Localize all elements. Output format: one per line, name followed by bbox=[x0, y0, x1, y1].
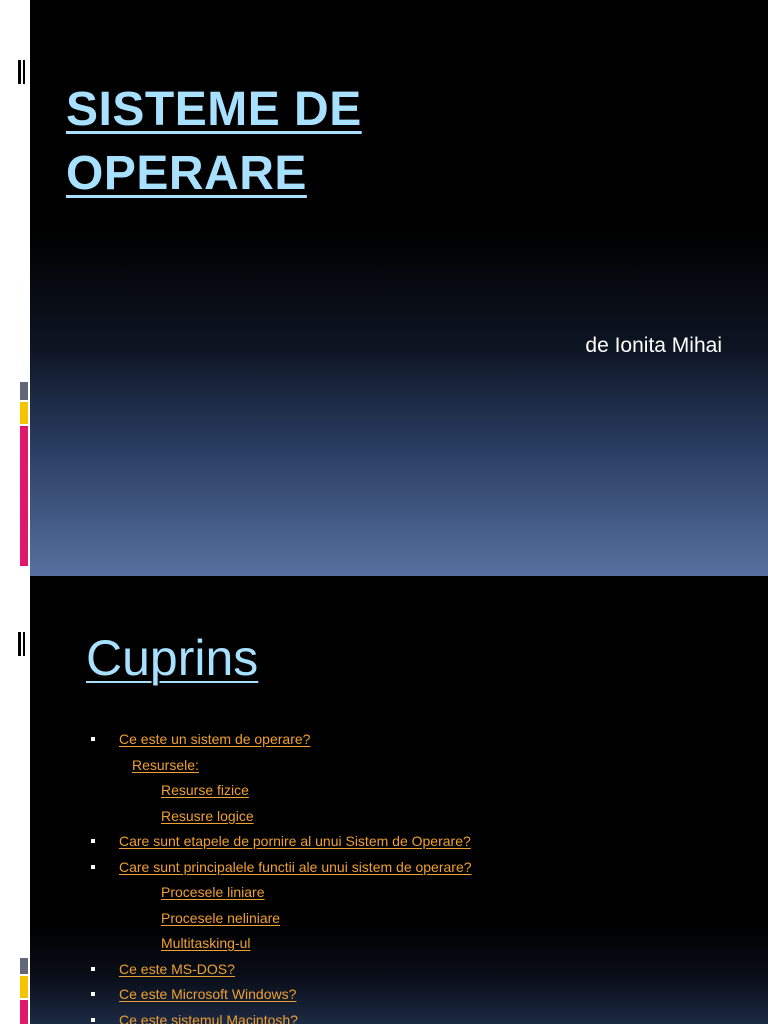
slide-marker bbox=[18, 60, 21, 84]
bullet-icon bbox=[91, 839, 95, 843]
slide-marker bbox=[23, 60, 25, 84]
title-line-1: SISTEME DE bbox=[66, 83, 362, 136]
accent-bar-pink bbox=[20, 426, 28, 566]
title-line-2: OPERARE bbox=[66, 147, 307, 200]
presentation-title bbox=[66, 78, 362, 206]
contents-link[interactable]: Resursele: bbox=[132, 756, 199, 773]
contents-item bbox=[0, 856, 768, 882]
contents-item bbox=[0, 932, 768, 958]
contents-list bbox=[0, 728, 768, 1024]
contents-item bbox=[0, 1009, 768, 1024]
bullet-icon bbox=[91, 1018, 95, 1022]
slide-marker bbox=[18, 632, 21, 656]
author-name: de Ionita Mihai bbox=[585, 334, 722, 357]
bullet-icon bbox=[91, 967, 95, 971]
slide-marker bbox=[23, 632, 25, 656]
contents-link[interactable]: Ce este Microsoft Windows? bbox=[119, 986, 297, 1002]
contents-link[interactable]: Ce este sistemul Macintosh? bbox=[119, 1011, 298, 1024]
contents-link[interactable]: Procesele liniare bbox=[161, 884, 265, 900]
bullet-icon bbox=[91, 992, 95, 996]
contents-link[interactable]: Care sunt etapele de pornire al unui Sistem de Operare? bbox=[119, 833, 471, 849]
contents-link[interactable]: Ce este un sistem de operare? bbox=[119, 731, 311, 747]
contents-link[interactable]: Procesele neliniare bbox=[161, 909, 281, 926]
contents-item bbox=[0, 754, 768, 780]
contents-item bbox=[0, 830, 768, 856]
contents-item bbox=[0, 805, 768, 831]
contents-item bbox=[0, 779, 768, 805]
bullet-icon bbox=[91, 737, 95, 741]
accent-bar-gray bbox=[20, 382, 28, 400]
contents-link[interactable]: Resurse fizice bbox=[161, 782, 249, 798]
contents-item bbox=[0, 881, 768, 907]
contents-item bbox=[0, 983, 768, 1009]
bullet-icon bbox=[91, 865, 95, 869]
contents-link[interactable]: Resusre logice bbox=[161, 807, 254, 824]
contents-link[interactable]: Ce este MS-DOS? bbox=[119, 960, 235, 977]
slide-margin bbox=[0, 0, 30, 576]
contents-link[interactable]: Care sunt principalele functii ale unui sistem de operare? bbox=[119, 858, 472, 875]
contents-item bbox=[0, 958, 768, 984]
contents-link[interactable]: Multitasking-ul bbox=[161, 935, 251, 951]
contents-item bbox=[0, 728, 768, 754]
accent-bar-yellow bbox=[20, 402, 28, 424]
contents-item bbox=[0, 907, 768, 933]
contents-heading: Cuprins bbox=[86, 630, 259, 686]
